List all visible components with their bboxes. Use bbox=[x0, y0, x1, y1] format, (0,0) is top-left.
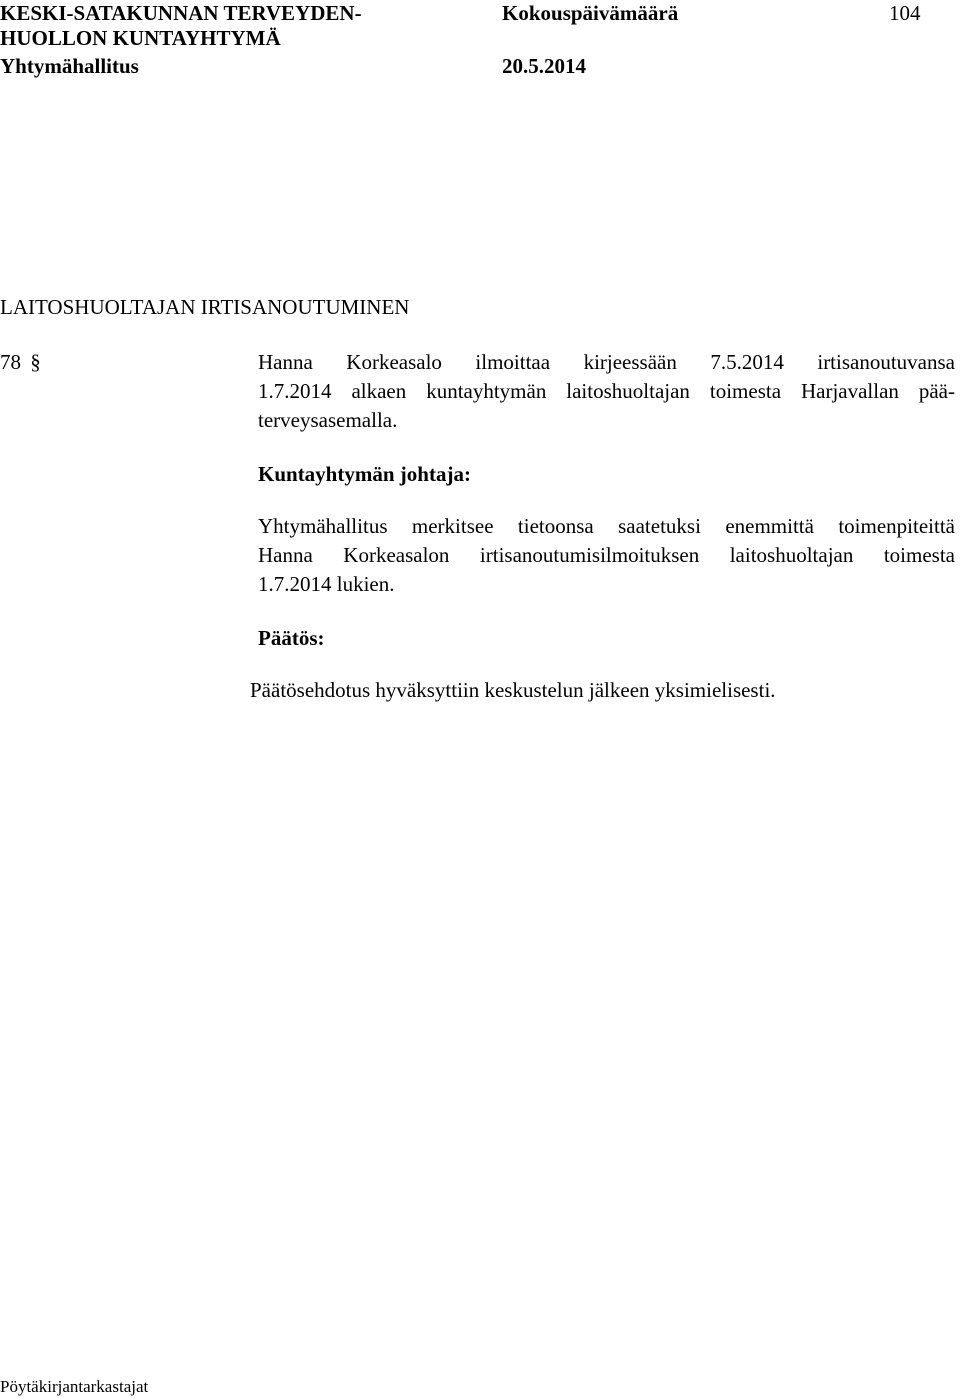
signers-label: Pöytäkirjantarkastajat bbox=[0, 1377, 149, 1396]
decision-label: Päätös: bbox=[258, 626, 325, 650]
meeting-date-value: 20.5.2014 bbox=[502, 54, 586, 78]
proposal-line-1: Yhtymähallitus merkitsee tietoonsa saatetuksi enemmittä toimenpiteittä bbox=[258, 514, 955, 538]
intro-line-3: terveysasemalla. bbox=[258, 408, 398, 432]
proposal-line-2: Hanna Korkeasalon irtisanoutumisilmoituksen laitoshuoltajan toimesta bbox=[258, 543, 955, 567]
governing-body-name: Yhtymähallitus bbox=[0, 54, 139, 78]
proposal-label: Kuntayhtymän johtaja: bbox=[258, 462, 471, 486]
meeting-date-label: Kokouspäivämäärä bbox=[502, 1, 679, 25]
paragraph-sign: § bbox=[30, 350, 41, 374]
section-title: LAITOSHUOLTAJAN IRTISANOUTUMINEN bbox=[0, 295, 410, 319]
organization-name-line2: HUOLLON KUNTAYHTYMÄ bbox=[0, 26, 281, 50]
page-number: 104 bbox=[889, 1, 921, 25]
intro-line-2: 1.7.2014 alkaen kuntayhtymän laitoshuoltajan toimesta Harjavallan pää- bbox=[258, 379, 955, 403]
paragraph-number bbox=[0, 348, 41, 377]
intro-line-1: Hanna Korkeasalo ilmoittaa kirjeessään 7.5.2014 irtisanoutuvansa bbox=[258, 350, 955, 374]
organization-name-line1: KESKI-SATAKUNNAN TERVEYDEN- bbox=[0, 1, 362, 25]
decision-text: Päätösehdotus hyväksyttiin keskustelun jälkeen yksimielisesti. bbox=[250, 678, 776, 702]
proposal-line-3: 1.7.2014 lukien. bbox=[258, 572, 395, 596]
paragraph-number-value: 78 bbox=[0, 350, 21, 374]
